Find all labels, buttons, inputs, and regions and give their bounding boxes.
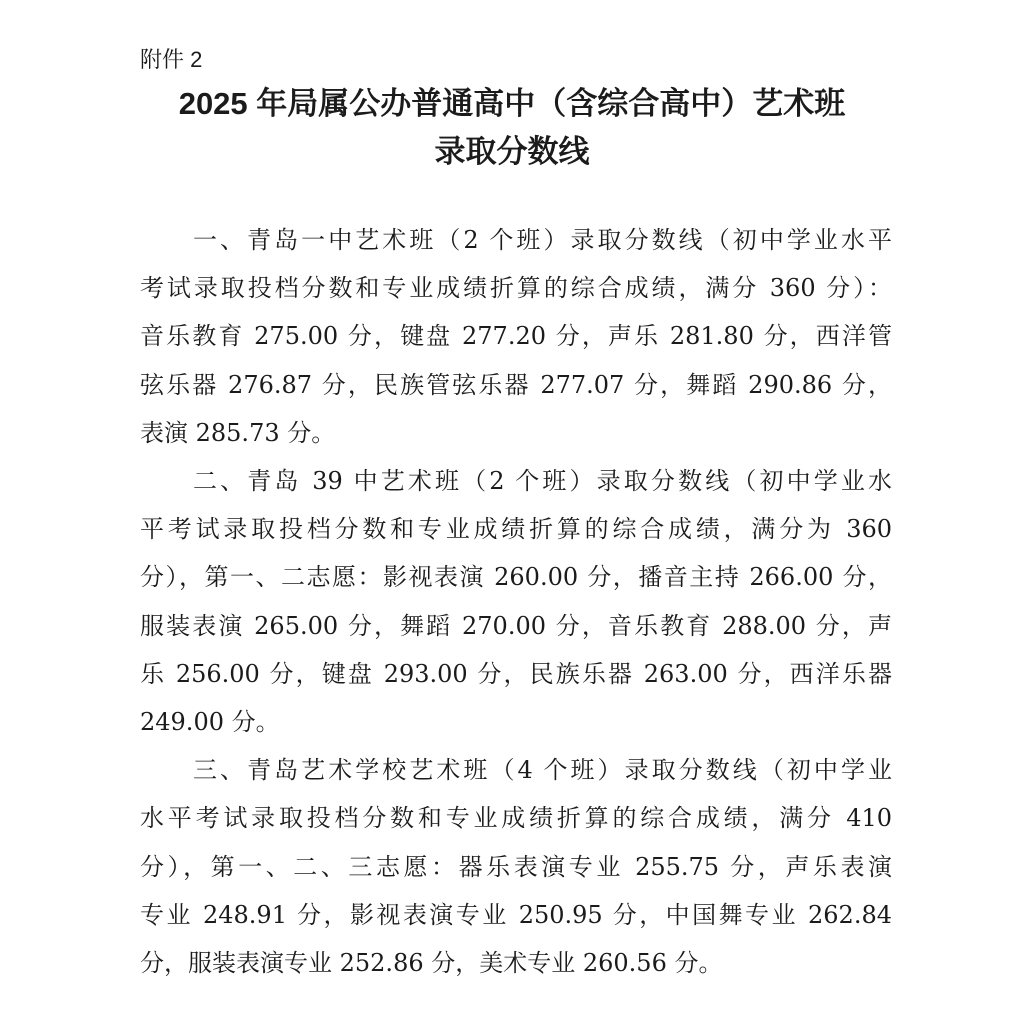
paragraph-line: 三、青岛艺术学校艺术班（4 个班）录取分数线（初中学业 xyxy=(193,756,892,785)
paragraph-line: 分），第一、二志愿：影视表演 260.00 分，播音主持 266.00 分， xyxy=(140,563,892,592)
paragraph-line: 表演 285.73 分。 xyxy=(140,418,336,447)
paragraph-3 xyxy=(140,746,892,987)
paragraph-1 xyxy=(140,216,892,457)
paragraph-line: 乐 256.00 分，键盘 293.00 分，民族乐器 263.00 分，西洋乐器 xyxy=(140,659,892,688)
paragraph-line: 249.00 分。 xyxy=(140,708,280,737)
paragraph-line: 分，服装表演专业 252.86 分，美术专业 260.56 分。 xyxy=(140,949,723,978)
paragraph-line: 考试录取投档分数和专业成绩折算的综合成绩，满分 360 分）： xyxy=(140,274,892,303)
document-title xyxy=(0,80,1024,176)
paragraph-line: 水平考试录取投档分数和专业成绩折算的综合成绩，满分 410 xyxy=(140,804,892,833)
paragraph-line: 音乐教育 275.00 分，键盘 277.20 分，声乐 281.80 分，西洋管 xyxy=(140,322,892,351)
title-line-1: 2025 年局属公办普通高中（含综合高中）艺术班 xyxy=(178,86,846,121)
document-body xyxy=(140,216,892,987)
paragraph-line: 专业 248.91 分，影视表演专业 250.95 分，中国舞专业 262.84 xyxy=(140,900,892,929)
paragraph-line: 弦乐器 276.87 分，民族管弦乐器 277.07 分，舞蹈 290.86 分， xyxy=(140,370,892,399)
paragraph-line: 服装表演 265.00 分，舞蹈 270.00 分，音乐教育 288.00 分，声 xyxy=(140,611,892,640)
paragraph-2 xyxy=(140,457,892,746)
title-line-2: 录取分数线 xyxy=(434,134,590,169)
paragraph-line: 二、青岛 39 中艺术班（2 个班）录取分数线（初中学业水 xyxy=(193,467,892,496)
paragraph-line: 一、青岛一中艺术班（2 个班）录取分数线（初中学业水平 xyxy=(193,226,892,254)
paragraph-line: 分），第一、二、三志愿：器乐表演专业 255.75 分，声乐表演 xyxy=(140,852,892,881)
attachment-label: 附件 2 xyxy=(140,47,203,72)
paragraph-line: 平考试录取投档分数和专业成绩折算的综合成绩，满分为 360 xyxy=(140,515,892,544)
